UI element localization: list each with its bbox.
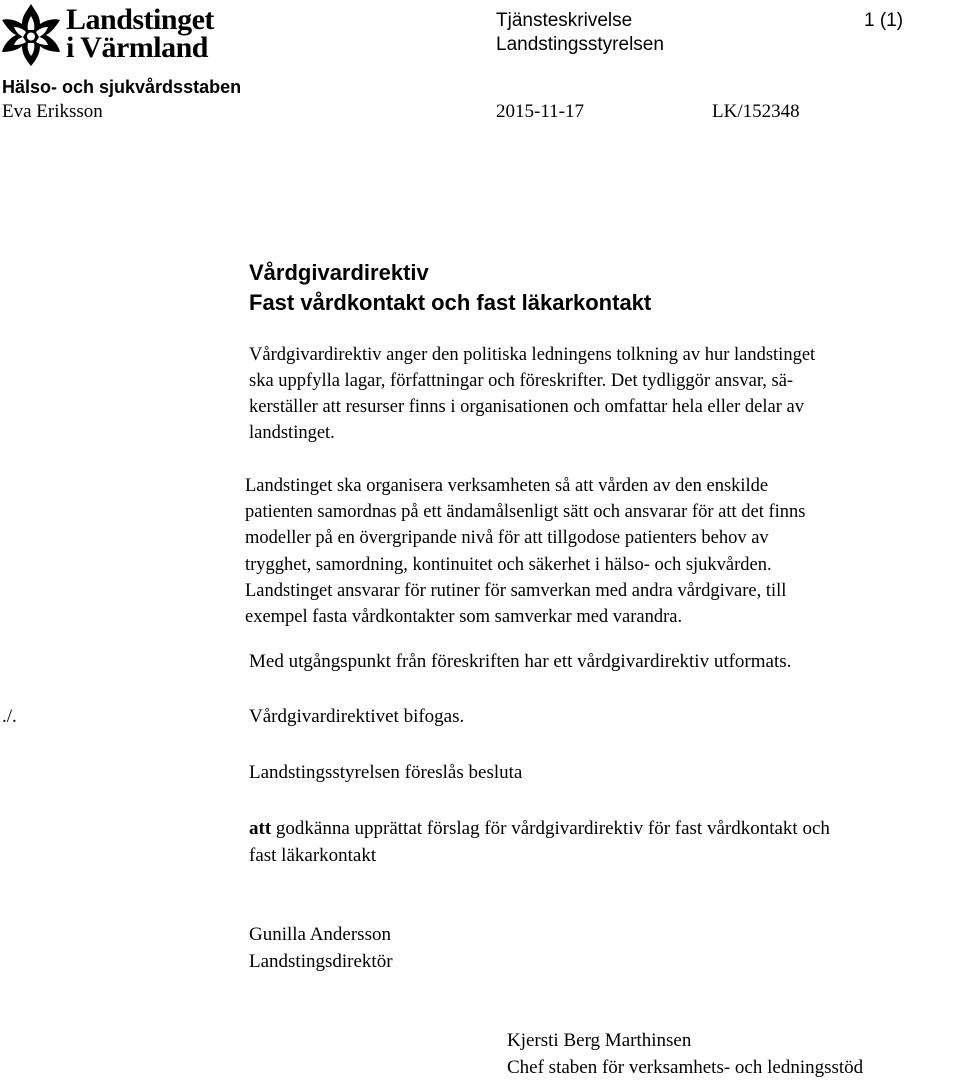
document-title: Vårdgivardirektiv [249,260,429,285]
text-line: exempel fasta vårdkontakter som samverkar med varandra. [245,607,683,628]
text-line: Vårdgivardirektiv anger den politiska ledningens tolkning av hur landstinget [249,345,816,365]
decision-line [249,815,830,842]
text-line: kerställer att resurser finns i organisationen och omfattar hela eller delar av [249,397,804,417]
recipient-body: Landstingsstyrelsen [496,34,664,55]
signatory-title: Landstingsdirektör [249,951,393,972]
page-number: 1 (1) [864,10,904,31]
logo [0,0,224,70]
text-line: modeller på en övergripande nivå för att tillgodose patienters behov av [245,528,769,549]
proposal-heading: Landstingsstyrelsen föreslås besluta [249,762,523,783]
department: Hälso- och sjukvårdsstaben [2,77,242,97]
text-line: patienten samordnas på ett ändamålsenligt sätt och ansvarar för att det finns [245,502,806,523]
logo-line2: i Värmland [66,31,208,64]
text-line: landstinget. [249,423,335,443]
signature-block-director [249,921,393,975]
logo-line1: Landstinget [66,3,214,36]
text-line: Landstinget ska organisera verksamheten så att vården av den enskilde [245,476,769,496]
signatory-name: Kjersti Berg Marthinsen [507,1030,692,1051]
signatory-title: Chef staben för verksamhets- och ledningsstöd [507,1057,864,1078]
decision-line: fast läkarkontakt [249,845,377,866]
author: Eva Eriksson [2,101,103,122]
decision-text [249,815,830,869]
document-type: Tjänsteskrivelse [496,10,633,31]
attachment-mark: ./. [2,706,17,727]
paragraph-organisation [245,473,805,630]
document-subtitle: Fast vårdkontakt och fast läkarkontakt [249,290,652,315]
attachment-note: Vårdgivardirektivet bifogas. [249,706,465,727]
signatory-name: Gunilla Andersson [249,924,391,945]
paragraph-conclusion: Med utgångspunkt från föreskriften har ett vårdgivardirektiv utformats. [249,651,792,672]
text-line: ska uppfylla lagar, författningar och föreskrifter. Det tydliggör ansvar, sä- [249,371,794,391]
text-line: Landstinget ansvarar för rutiner för samverkan med andra vårdgivare, till [245,580,787,601]
reference-number: LK/152348 [712,101,800,122]
decision-line-text: godkänna upprättat förslag för vårdgivardirektiv för fast vårdkontakt och [271,818,830,839]
signature-block-staff-chief [507,1027,863,1081]
decision-keyword: att [249,818,272,839]
leaf-emblem-icon [0,2,62,68]
paragraph-intro [249,342,815,446]
document-date: 2015-11-17 [496,101,584,122]
text-line: trygghet, samordning, kontinuitet och säkerhet i hälso- och sjukvården. [245,554,772,575]
